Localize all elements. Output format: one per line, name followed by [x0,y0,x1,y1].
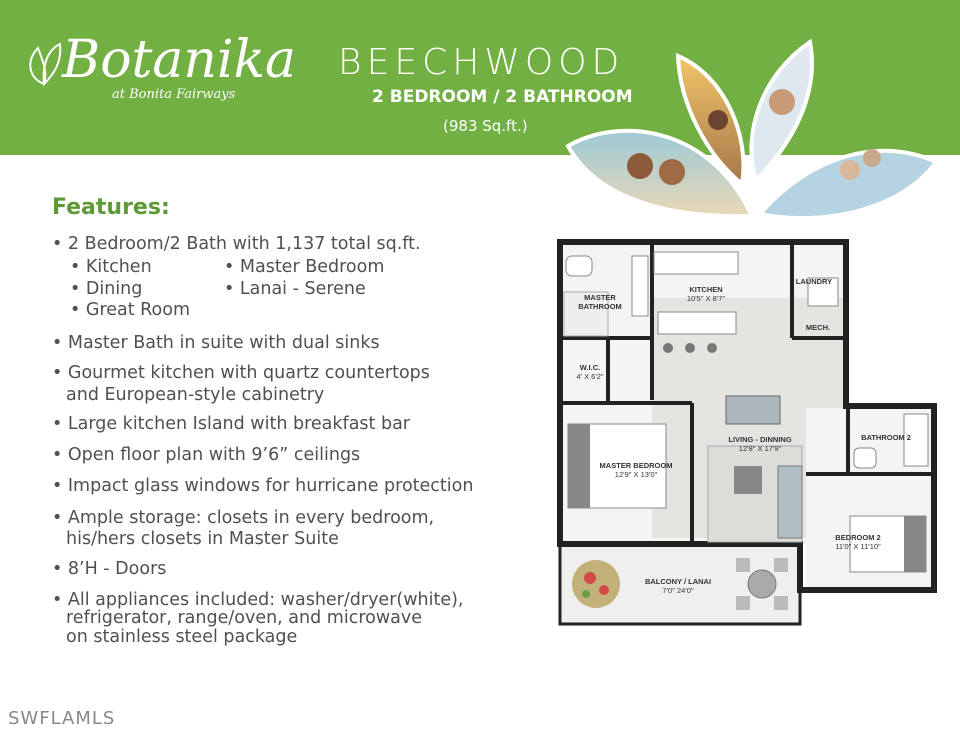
plan-beds-baths: 2 BEDROOM / 2 BATHROOM [372,87,633,107]
room-label-kitchen: KITCHEN [689,285,723,294]
room-list-item: • Great Room [70,300,191,320]
plan-name: BEECHWOOD [338,42,625,83]
room-list-item: • Dining [70,279,143,299]
room-list-item: • Kitchen [70,257,152,277]
brand-subtitle: at Bonita Fairways [112,87,236,102]
feature-item: • 8’H - Doors [52,559,167,579]
feature-item: • Large kitchen Island with breakfast bar [52,414,410,434]
room-list-item: • Lanai - Serene [224,279,366,299]
room-dim-balcony: 7'0" 24'0" [662,586,694,595]
room-dim-bed2: 11'0" X 11'10" [835,542,881,551]
feature-item-cont: his/hers closets in Master Suite [66,529,339,549]
room-label-bed2: BEDROOM 2 [835,533,881,542]
feature-item: • All appliances included: washer/dryer(white), [52,590,464,610]
plan-sqft: (983 Sq.ft.) [443,117,528,135]
feature-item: • Gourmet kitchen with quartz countertops [52,363,430,383]
feature-item-cont: and European-style cabinetry [66,385,325,405]
room-label-balcony: BALCONY / LANAI [644,577,712,586]
feature-total: • 2 Bedroom/2 Bath with 1,137 total sq.ft. [52,234,421,254]
watermark: SWFLAMLS [8,708,116,729]
room-dim-kitchen: 10'5" X 8'7" [686,294,726,303]
lifestyle-photo-leaves [560,36,960,216]
room-label-laundry: LAUNDRY [795,277,833,286]
feature-item: • Master Bath in suite with dual sinks [52,333,380,353]
features-title: Features: [52,195,170,220]
room-label-master-bath: MASTER [584,293,616,302]
leaf-logo-icon [24,38,66,88]
room-dim-wic: 4' X 6'2" [576,372,604,381]
room-list-item: • Master Bedroom [224,257,385,277]
feature-item-cont: on stainless steel package [66,627,298,647]
room-label-living: LIVING - DINNING [728,435,792,444]
room-label-bath2: BATHROOM 2 [861,433,911,442]
feature-item: • Impact glass windows for hurricane protection [52,476,474,496]
feature-item: • Ample storage: closets in every bedroom, [52,508,435,528]
room-label-wic: W.I.C. [579,363,601,372]
room-label-mech: MECH. [805,323,831,332]
brand-name: Botanika [62,30,297,90]
room-dim-master-bed: 12'9" X 13'0" [614,470,658,479]
feature-item-cont: refrigerator, range/oven, and microwave [66,608,422,628]
feature-item: • Open floor plan with 9’6” ceilings [52,445,361,465]
room-label-master-bath-2: BATHROOM [578,302,622,311]
room-label-master-bed: MASTER BEDROOM [599,461,673,470]
floor-plan [556,238,940,630]
room-dim-living: 12'8" X 17'9" [738,444,782,453]
